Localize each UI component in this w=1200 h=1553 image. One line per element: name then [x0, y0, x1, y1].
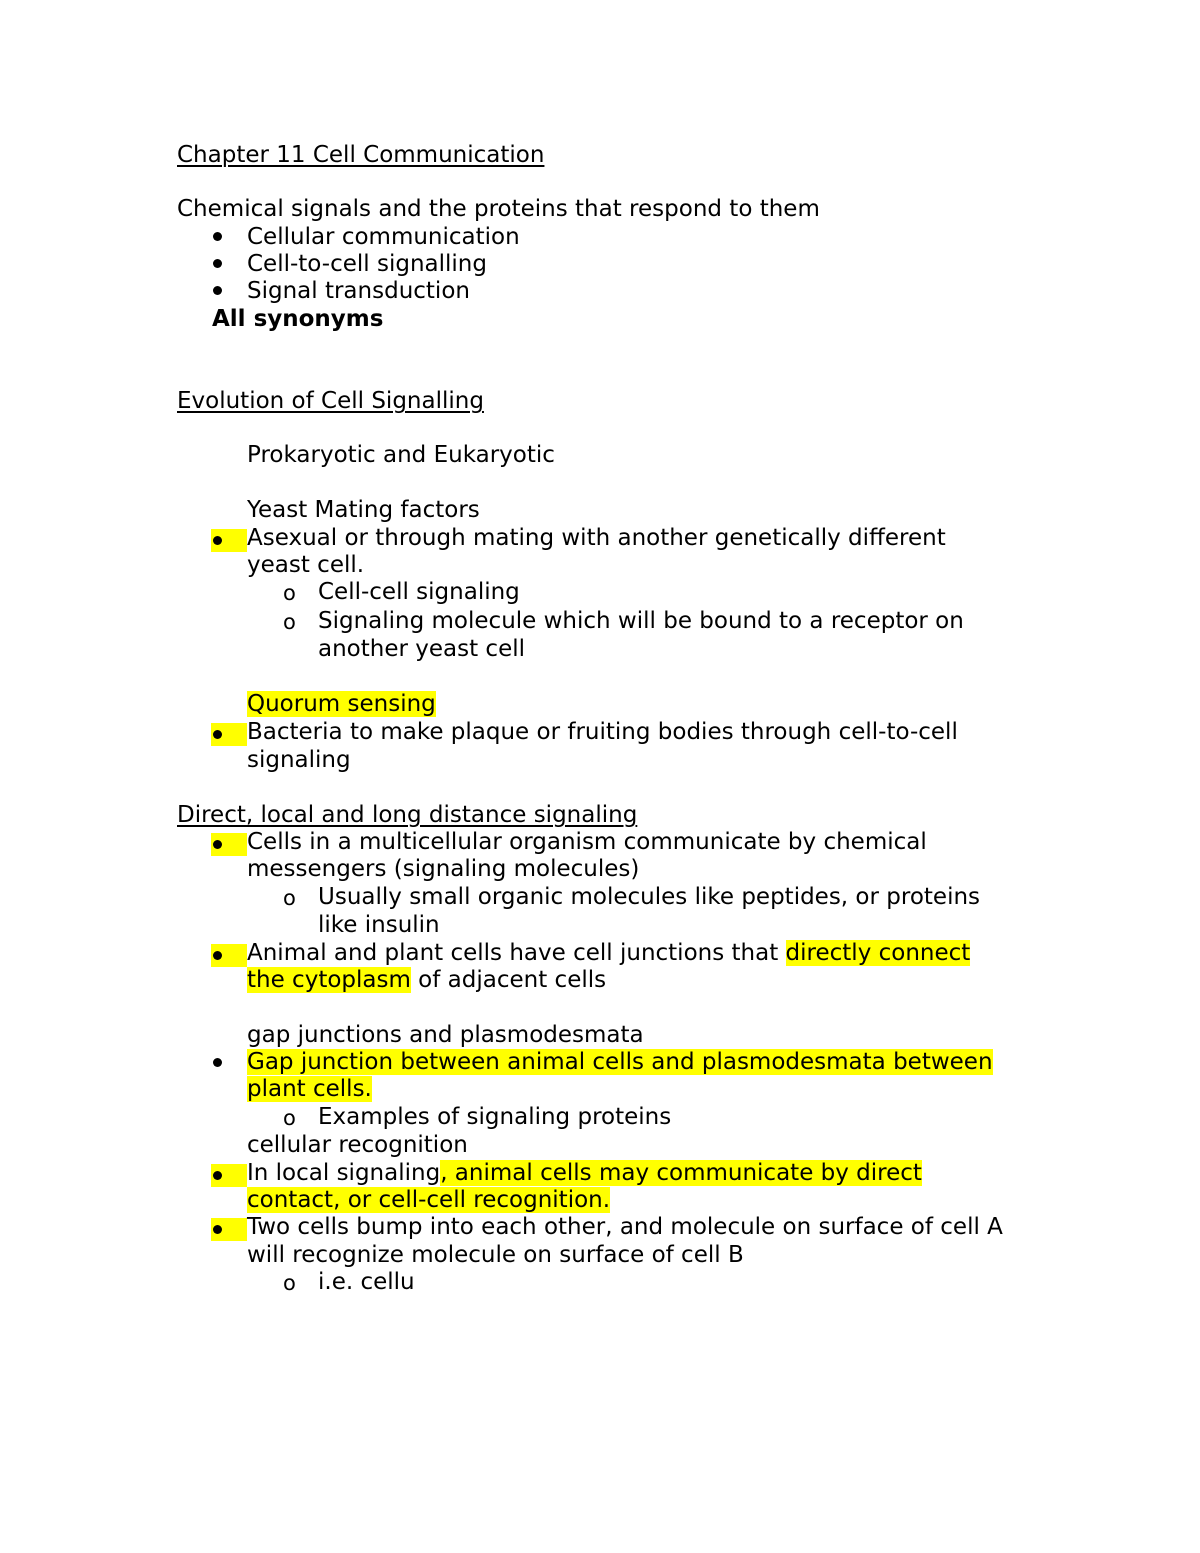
list-item: Cells in a multicellular organism communicate by chemical	[247, 829, 927, 855]
bullet-icon	[213, 1225, 222, 1234]
sub-list-item-continued: like insulin	[318, 912, 440, 938]
bullet-icon	[213, 951, 222, 960]
chapter-title: Chapter 11 Cell Communication	[177, 142, 545, 168]
circle-bullet-icon: o	[283, 1271, 296, 1295]
list-item: Signal transduction	[247, 278, 470, 304]
list-item-continued: signaling	[247, 747, 351, 773]
sub-list-item: Usually small organic molecules like peptides, or proteins	[318, 884, 981, 910]
subheading-gap-junctions: gap junctions and plasmodesmata	[247, 1022, 644, 1048]
sub-list-item: i.e. cellu	[318, 1269, 415, 1295]
highlighted-text: plant cells.	[247, 1076, 372, 1102]
list-item	[247, 1049, 993, 1076]
list-item-continued: messengers (signaling molecules)	[247, 856, 640, 882]
highlighted-text: , animal cells may communicate by direct	[440, 1160, 922, 1186]
section-heading-direct-signaling: Direct, local and long distance signaling	[177, 802, 638, 828]
sub-list-item-continued: another yeast cell	[318, 636, 525, 662]
highlighted-text: the cytoplasm	[247, 967, 411, 993]
bullet-icon	[213, 536, 222, 545]
subheading-cellular-recognition: cellular recognition	[247, 1132, 468, 1158]
bullet-icon	[213, 730, 222, 739]
highlighted-bullet	[211, 1218, 247, 1241]
highlighted-text: Quorum sensing	[247, 691, 436, 717]
sub-list-item: Examples of signaling proteins	[318, 1104, 672, 1130]
synonyms-note: All synonyms	[212, 306, 384, 332]
bullet-icon	[213, 840, 222, 849]
text-run: Animal and plant cells have cell junctions that	[247, 940, 786, 966]
list-item-continued: will recognize molecule on surface of cell B	[247, 1242, 744, 1268]
subheading-quorum	[247, 691, 436, 718]
list-item: Bacteria to make plaque or fruiting bodies through cell-to-cell	[247, 719, 958, 745]
subheading-prokaryotic: Prokaryotic and Eukaryotic	[247, 442, 555, 468]
sub-list-item: Signaling molecule which will be bound to a receptor on	[318, 608, 964, 634]
subheading-yeast: Yeast Mating factors	[247, 497, 480, 523]
highlighted-text: Gap junction between animal cells and plasmodesmata between	[247, 1049, 993, 1075]
list-item-continued	[247, 1076, 372, 1103]
highlighted-bullet	[211, 1164, 247, 1187]
circle-bullet-icon: o	[283, 610, 296, 634]
list-item-continued	[247, 1187, 610, 1214]
list-item: Two cells bump into each other, and molecule on surface of cell A	[247, 1214, 1003, 1240]
text-run: In local signaling	[247, 1160, 441, 1186]
section-heading-chemical-signals: Chemical signals and the proteins that respond to them	[177, 196, 820, 222]
bullet-icon	[213, 259, 222, 268]
sub-list-item: Cell-cell signaling	[318, 579, 520, 605]
highlighted-bullet	[211, 529, 247, 552]
list-item-continued	[247, 967, 606, 994]
highlighted-text: contact, or cell-cell recognition.	[247, 1187, 611, 1213]
circle-bullet-icon: o	[283, 581, 296, 605]
highlighted-bullet	[211, 833, 247, 856]
highlighted-bullet	[211, 944, 247, 967]
highlighted-bullet	[211, 723, 247, 746]
circle-bullet-icon: o	[283, 1106, 296, 1130]
circle-bullet-icon: o	[283, 886, 296, 910]
list-item: Cell-to-cell signalling	[247, 251, 487, 277]
list-item: Cellular communication	[247, 224, 520, 250]
bullet-icon	[213, 232, 222, 241]
bullet-icon	[213, 286, 222, 295]
list-item: Asexual or through mating with another genetically different	[247, 525, 946, 551]
text-run: of adjacent cells	[410, 967, 607, 993]
highlighted-text: directly connect	[785, 940, 971, 966]
list-item-continued: yeast cell.	[247, 552, 365, 578]
section-heading-evolution: Evolution of Cell Signalling	[177, 388, 484, 414]
bullet-icon	[213, 1058, 222, 1067]
list-item	[247, 1160, 922, 1187]
bullet-icon	[213, 1171, 222, 1180]
list-item	[247, 940, 970, 967]
